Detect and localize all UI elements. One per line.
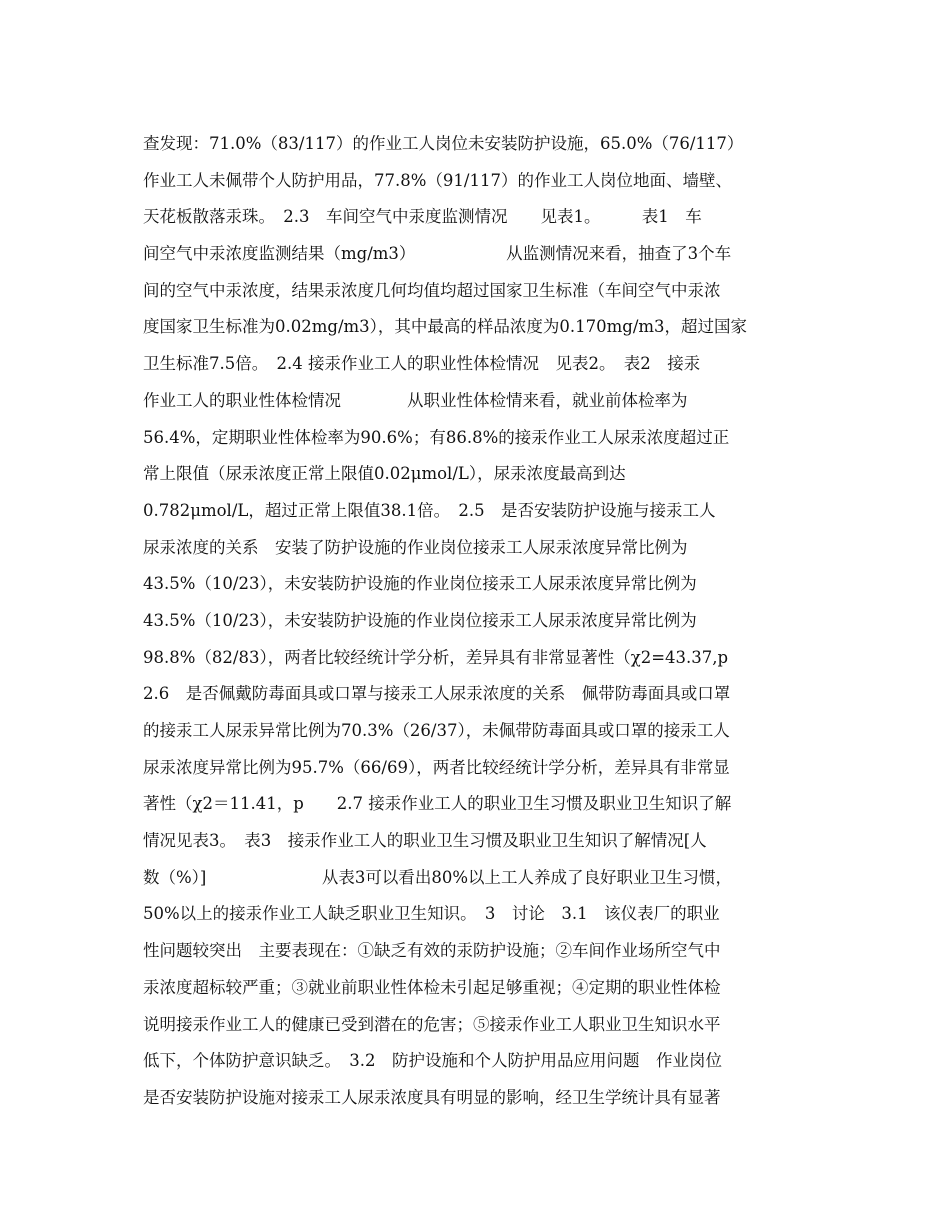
text-line: 尿汞浓度异常比例为95.7%（66/69），两者比较经统计学分析，差异具有非常显 bbox=[143, 757, 730, 777]
text-line: 98.8%（82/83），两者比较经统计学分析，差异具有非常显著性（χ2=43.37,p bbox=[143, 647, 729, 667]
text-line: 43.5%（10/23），未安装防护设施的作业岗位接汞工人尿汞浓度异常比例为 bbox=[143, 610, 697, 630]
text-line: 性问题较突出 主要表现在：①缺乏有效的汞防护设施；②车间作业场所空气中 bbox=[143, 941, 721, 961]
text-line: 作业工人未佩带个人防护用品，77.8%（91/117）的作业工人岗位地面、墙壁、 bbox=[143, 170, 732, 190]
text-line: 0.782μmol/L，超过正常上限值38.1倍。 2.5 是否安装防护设施与接汞工人 bbox=[143, 500, 716, 520]
body-text bbox=[143, 126, 823, 1117]
text-line: 间空气中汞浓度监测结果（mg/m3） 从监测情况来看，抽查了3个车 bbox=[143, 244, 732, 264]
text-line: 天花板散落汞珠。 2.3 车间空气中汞度监测情况 见表1。 表1 车 bbox=[143, 207, 702, 227]
text-line: 汞浓度超标较严重；③就业前职业性体检未引起足够重视；④定期的职业性体检 bbox=[143, 977, 721, 997]
text-line: 56.4%，定期职业性体检率为90.6%；有86.8%的接汞作业工人尿汞浓度超过正 bbox=[143, 427, 730, 447]
text-line: 2.6 是否佩戴防毒面具或口罩与接汞工人尿汞浓度的关系 佩带防毒面具或口罩 bbox=[143, 684, 731, 704]
text-line: 43.5%（10/23），未安装防护设施的作业岗位接汞工人尿汞浓度异常比例为 bbox=[143, 574, 697, 594]
text-line: 间的空气中汞浓度，结果汞浓度几何均值均超过国家卫生标准（车间空气中汞浓 bbox=[143, 280, 721, 300]
text-line: 50%以上的接汞作业工人缺乏职业卫生知识。 3 讨论 3.1 该仪表厂的职业 bbox=[143, 904, 720, 924]
text-line: 说明接汞作业工人的健康已受到潜在的危害；⑤接汞作业工人职业卫生知识水平 bbox=[143, 1014, 721, 1034]
text-line: 查发现：71.0%（83/117）的作业工人岗位未安装防护设施，65.0%（76/117） bbox=[143, 134, 744, 153]
text-line: 情况见表3。 表3 接汞作业工人的职业卫生习惯及职业卫生知识了解情况[人 bbox=[143, 831, 707, 851]
text-line: 尿汞浓度的关系 安装了防护设施的作业岗位接汞工人尿汞浓度异常比例为 bbox=[143, 537, 688, 557]
text-line: 卫生标准7.5倍。 2.4 接汞作业工人的职业性体检情况 见表2。 表2 接汞 bbox=[143, 354, 701, 374]
text-line: 常上限值（尿汞浓度正常上限值0.02μmol/L），尿汞浓度最高到达 bbox=[143, 464, 626, 484]
text-line: 作业工人的职业性体检情况 从职业性体检情来看，就业前体检率为 bbox=[143, 390, 688, 410]
text-line: 是否安装防护设施对接汞工人尿汞浓度具有明显的影响，经卫生学统计具有显著 bbox=[143, 1087, 721, 1107]
text-line: 低下，个体防护意识缺乏。 3.2 防护设施和个人防护用品应用问题 作业岗位 bbox=[143, 1051, 722, 1071]
text-line: 的接汞工人尿汞异常比例为70.3%（26/37），未佩带防毒面具或口罩的接汞工人 bbox=[143, 721, 730, 740]
text-line: 著性（χ2＝11.41，p 2.7 接汞作业工人的职业卫生习惯及职业卫生知识了解 bbox=[143, 794, 732, 814]
text-line: 数（%）] 从表3可以看出80%以上工人养成了良好职业卫生习惯， bbox=[143, 867, 733, 887]
text-line: 度国家卫生标准为0.02mg/m3），其中最高的样品浓度为0.170mg/m3，超过国家 bbox=[143, 317, 748, 337]
